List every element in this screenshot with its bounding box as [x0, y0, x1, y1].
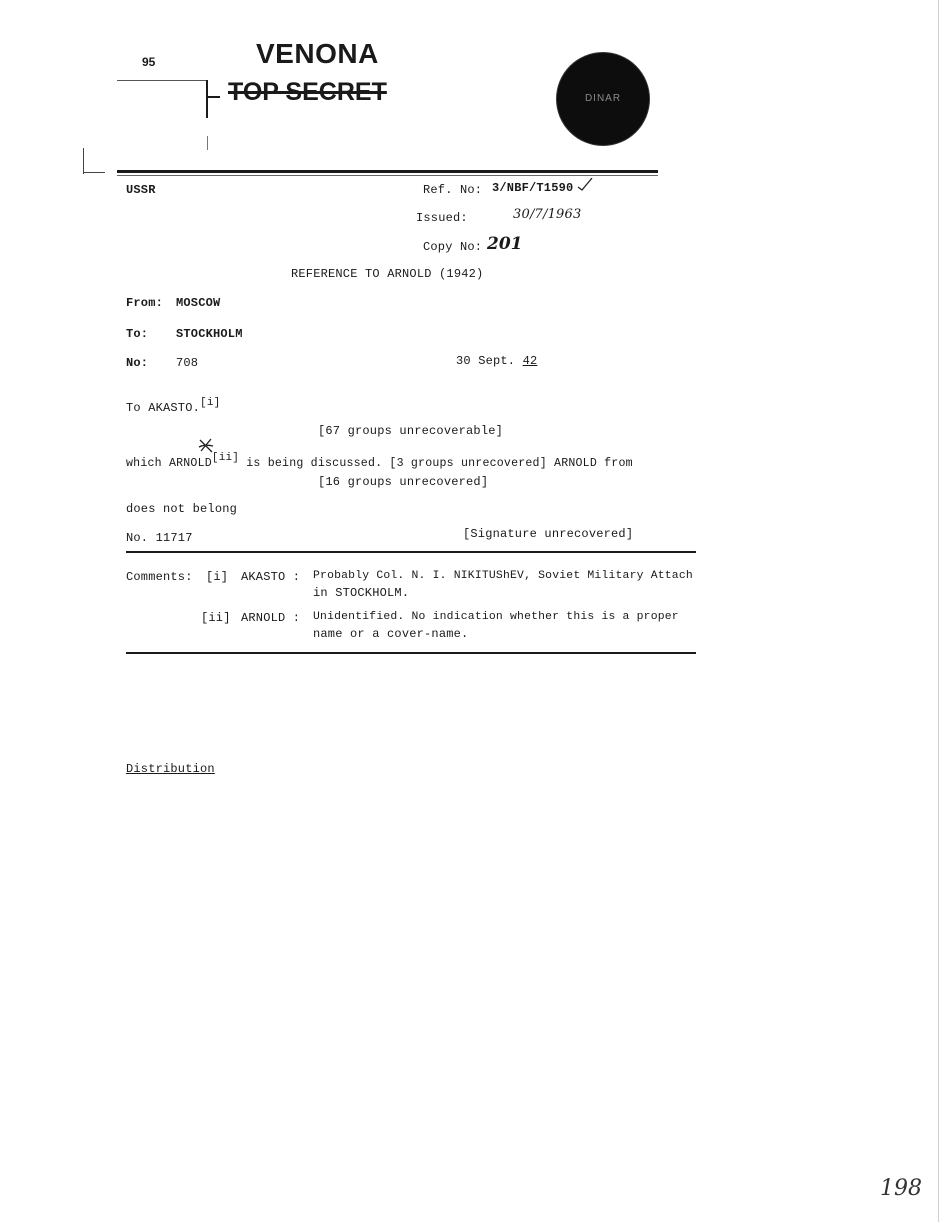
gap-67-groups: [67 groups unrecoverable] [318, 424, 504, 438]
comment-text-akasto-1: Probably Col. N. I. NIKITUShEV, Soviet Military Attach [313, 570, 693, 582]
line2-start: which ARNOLD [126, 457, 212, 470]
header-bracket-vertical [206, 80, 208, 118]
comment-name-arnold: ARNOLD : [241, 611, 301, 625]
issued-value: 30/7/1963 [513, 207, 582, 222]
comments-rule-top [126, 551, 696, 553]
comment-name-akasto: AKASTO : [241, 570, 301, 584]
from-label: From: [126, 296, 164, 310]
margin-mark-horizontal [83, 172, 105, 173]
comments-rule-bottom [126, 652, 696, 654]
comment-ref-i: [i] [206, 570, 229, 584]
number-value: 708 [176, 356, 199, 370]
message-line-2 [126, 452, 633, 470]
comment-text-arnold-1: Unidentified. No indication whether this is a proper [313, 611, 679, 623]
salutation: To AKASTO. [126, 401, 201, 415]
to-label: To: [126, 327, 149, 341]
classification-label: TOP SECRET [228, 78, 387, 106]
country-label: USSR [126, 183, 156, 197]
message-line-3: does not belong [126, 502, 238, 516]
stamp-text: DINAR [584, 93, 622, 104]
checkmark-icon [577, 177, 593, 191]
salutation-line [126, 397, 220, 415]
to-value: STOCKHOLM [176, 327, 243, 341]
comments-label: Comments: [126, 570, 193, 584]
copy-label: Copy No: [423, 240, 483, 254]
header-bracket-tick [206, 96, 220, 98]
message-date [456, 354, 537, 368]
number-label: No: [126, 356, 149, 370]
message-serial: No. 11717 [126, 531, 193, 545]
page-edge-line [938, 0, 939, 1222]
footnote-ii: [ii] [211, 452, 240, 464]
margin-mark-vertical [83, 148, 84, 174]
header-rule [117, 170, 658, 173]
issued-label: Issued: [416, 211, 468, 225]
copy-value: 201 [487, 234, 523, 254]
handwritten-page-number: 198 [880, 1176, 922, 1201]
codeword-title: VENONA [256, 38, 379, 69]
page-number: 95 [142, 55, 156, 69]
comment-ref-ii: [ii] [201, 611, 231, 625]
ref-label: Ref. No: [423, 183, 483, 197]
header-bracket-lower [207, 136, 208, 150]
header-rule-thin [117, 175, 658, 176]
comment-text-arnold-2: name or a cover-name. [313, 627, 469, 641]
date-prefix: 30 Sept. [456, 354, 523, 368]
signature-status: [Signature unrecovered] [463, 527, 634, 541]
footnote-i: [i] [200, 397, 221, 409]
comment-text-akasto-2: in STOCKHOLM. [313, 586, 410, 600]
classification-stamp [557, 53, 649, 145]
distribution-heading: Distribution [126, 762, 215, 776]
header-dash-line [117, 80, 207, 81]
ref-value: 3/NBF/T1590 [492, 181, 574, 195]
date-year: 42 [522, 354, 538, 368]
gap-16-groups: [16 groups unrecovered] [318, 475, 489, 489]
from-value: MOSCOW [176, 296, 221, 310]
line2-end: is being discussed. [3 groups unrecovered] ARNOLD from [239, 457, 633, 470]
document-title: REFERENCE TO ARNOLD (1942) [291, 267, 484, 281]
